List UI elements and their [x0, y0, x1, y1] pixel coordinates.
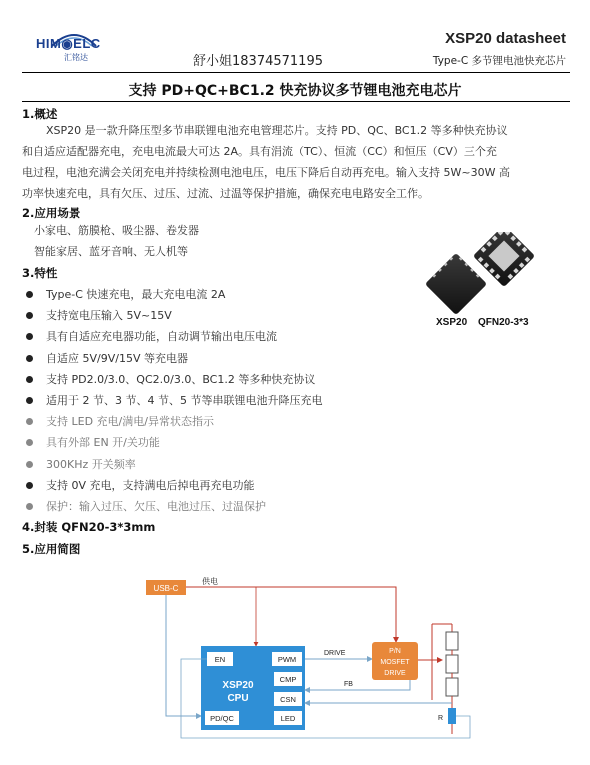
battery-cell	[446, 655, 458, 673]
supply-label: 供电	[202, 577, 218, 586]
feature-item: 具有外部 EN 开/关功能	[22, 432, 322, 453]
sense-resistor	[448, 708, 456, 724]
feature-item: 支持宽电压输入 5V~15V	[22, 305, 322, 326]
feature-item: Type-C 快速充电，最大充电电流 2A	[22, 284, 322, 305]
csn-pin-label: CSN	[280, 695, 296, 704]
cmp-pin-label: CMP	[279, 675, 297, 684]
overview-line: 电过程，电池充满会关闭充电并持续检测电池电压，电压下降后自动再充电。输入支持 5W~30W 高	[22, 166, 510, 179]
feature-item: 自适应 5V/9V/15V 等充电器	[22, 348, 322, 369]
feature-item: 支持 0V 充电，支持满电后掉电再充电功能	[22, 475, 322, 496]
fb-label: FB	[344, 681, 353, 688]
overview-line: 和自适应适配器充电，充电电流最大可达 2A。具有涓流（TC）、恒流（CC）和恒压（CV）三个充	[22, 145, 497, 158]
feature-item: 支持 LED 充电/满电/异常状态指示	[22, 411, 322, 432]
usb-c-label: USB-C	[153, 584, 179, 593]
logo-text: HIM◉ELC	[36, 36, 101, 51]
mosfet-label-line2: MOSFET	[380, 659, 410, 666]
drive-label: DRIVE	[324, 650, 346, 657]
overview-line: XSP20 是一款升降压型多节串联锂电池充电管理芯片。支持 PD、QC、BC1.2 等多种快充协议	[46, 124, 508, 137]
feature-item: 适用于 2 节、3 节、4 节、5 节等串联锂电池升降压充电	[22, 390, 322, 411]
section-heading-features: 3.特性	[22, 266, 58, 280]
section-heading-applications: 2.应用场景	[22, 206, 81, 220]
contact-info: 舒小姐18374571195	[193, 54, 323, 69]
battery-cell	[446, 678, 458, 696]
feature-list	[22, 284, 322, 517]
battery-cell	[446, 632, 458, 650]
section-heading-package: 4.封装 QFN20-3*3mm	[22, 520, 156, 534]
en-pin-label: EN	[214, 655, 226, 664]
chip-part-label: XSP20	[436, 317, 468, 328]
overview-paragraph	[22, 120, 570, 204]
datasheet-subtitle: Type-C 多节锂电池快充芯片	[432, 55, 566, 67]
application-line: 智能家居、蓝牙音响、无人机等	[34, 245, 188, 258]
section-heading-overview: 1.概述	[22, 107, 58, 121]
mosfet-label-line1: P/N	[389, 648, 401, 655]
application-line: 小家电、筋膜枪、吸尘器、卷发器	[34, 224, 199, 237]
feature-item: 支持 PD2.0/3.0、QC2.0/3.0、BC1.2 等多种快充协议	[22, 369, 322, 390]
resistor-label: R	[438, 715, 444, 722]
section-heading-diagram: 5.应用简图	[22, 542, 81, 556]
application-diagram	[0, 560, 590, 765]
chip-package-image	[416, 232, 546, 314]
pwm-pin-label: PWM	[277, 655, 297, 664]
cpu-label-line1: XSP20	[222, 680, 254, 691]
cpu-label-line2: CPU	[227, 693, 249, 704]
feature-item: 保护：输入过压、欠压、电池过压、过温保护	[22, 496, 322, 517]
led-pin-label: LED	[280, 714, 296, 723]
feature-item: 具有自适应充电器功能，自动调节输出电压电流	[22, 326, 322, 347]
title-rule	[22, 101, 570, 102]
feature-item: 300KHz 开关频率	[22, 454, 322, 475]
chip-package-label: QFN20-3*3	[478, 317, 529, 328]
mosfet-label-line3: DRIVE	[384, 670, 406, 677]
supply-wire	[186, 587, 396, 642]
datasheet-title: XSP20 datasheet	[445, 30, 566, 47]
battery-top-wire	[432, 624, 452, 632]
header-rule	[22, 72, 570, 73]
document-title: 支持 PD+QC+BC1.2 快充协议多节锂电池充电芯片	[128, 83, 462, 99]
pdqc-wire	[166, 595, 201, 716]
pdqc-pin-label: PD/QC	[210, 714, 234, 723]
logo-subtitle: 汇铭达	[64, 53, 88, 62]
fb-wire	[305, 680, 410, 690]
overview-line: 功率快速充电，具有欠压、过压、过流、过温等保护措施，确保充电电路安全工作。	[22, 187, 429, 200]
